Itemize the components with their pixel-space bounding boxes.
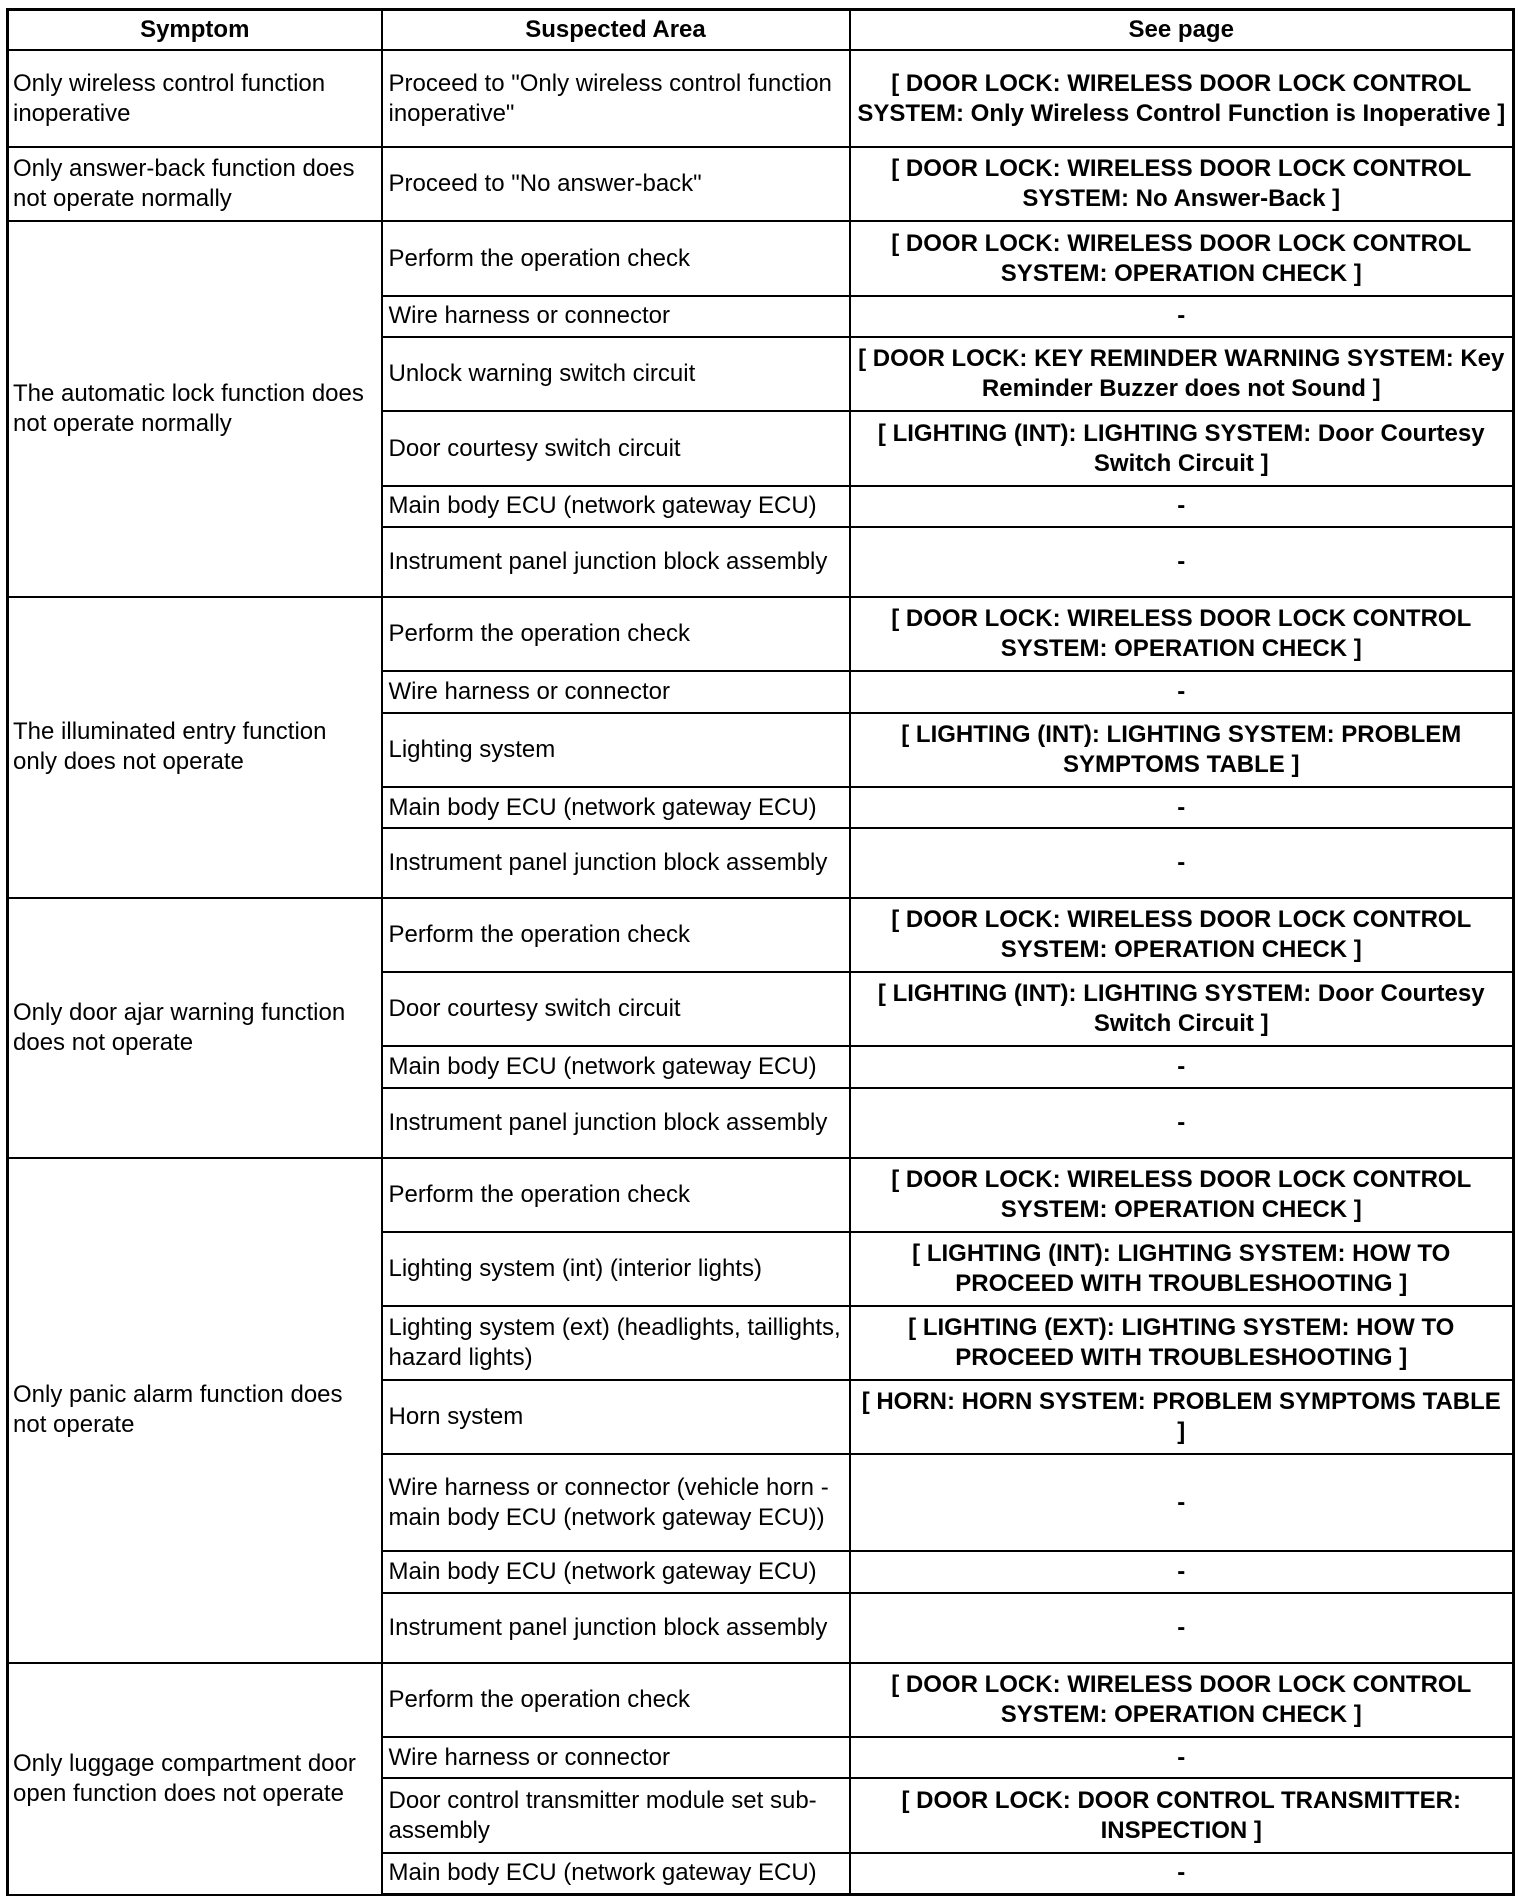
suspected-area-cell: Main body ECU (network gateway ECU) xyxy=(382,1046,850,1088)
table-body xyxy=(8,50,1514,1895)
see-page-reference: [ DOOR LOCK: WIRELESS DOOR LOCK CONTROL SYSTEM: Only Wireless Control Function is Inoperative ] xyxy=(850,50,1514,147)
see-page-reference: [ DOOR LOCK: WIRELESS DOOR LOCK CONTROL SYSTEM: No Answer-Back ] xyxy=(850,147,1514,221)
problem-symptoms-table xyxy=(6,8,1515,1896)
see-page-reference: [ LIGHTING (INT): LIGHTING SYSTEM: Door Courtesy Switch Circuit ] xyxy=(850,411,1514,485)
suspected-area-cell: Horn system xyxy=(382,1380,850,1454)
suspected-area-cell: Proceed to "Only wireless control function inoperative" xyxy=(382,50,850,147)
see-page-reference: [ DOOR LOCK: WIRELESS DOOR LOCK CONTROL SYSTEM: OPERATION CHECK ] xyxy=(850,597,1514,671)
suspected-area-cell: Main body ECU (network gateway ECU) xyxy=(382,1853,850,1895)
header-see-page: See page xyxy=(850,10,1514,51)
see-page-reference: - xyxy=(850,527,1514,597)
see-page-reference: - xyxy=(850,1737,1514,1779)
suspected-area-cell: Instrument panel junction block assembly xyxy=(382,1593,850,1663)
symptom-cell: Only answer-back function does not operate normally xyxy=(8,147,382,221)
suspected-area-cell: Perform the operation check xyxy=(382,1158,850,1232)
see-page-reference: - xyxy=(850,1593,1514,1663)
see-page-reference: [ DOOR LOCK: KEY REMINDER WARNING SYSTEM: Key Reminder Buzzer does not Sound ] xyxy=(850,337,1514,411)
see-page-reference: - xyxy=(850,1046,1514,1088)
see-page-reference: [ DOOR LOCK: WIRELESS DOOR LOCK CONTROL SYSTEM: OPERATION CHECK ] xyxy=(850,1158,1514,1232)
see-page-reference: [ DOOR LOCK: WIRELESS DOOR LOCK CONTROL SYSTEM: OPERATION CHECK ] xyxy=(850,221,1514,295)
header-symptom: Symptom xyxy=(8,10,382,51)
suspected-area-cell: Proceed to "No answer-back" xyxy=(382,147,850,221)
suspected-area-cell: Perform the operation check xyxy=(382,1663,850,1737)
see-page-reference: - xyxy=(850,1551,1514,1593)
see-page-reference: [ DOOR LOCK: WIRELESS DOOR LOCK CONTROL SYSTEM: OPERATION CHECK ] xyxy=(850,1663,1514,1737)
suspected-area-cell: Unlock warning switch circuit xyxy=(382,337,850,411)
suspected-area-cell: Lighting system xyxy=(382,713,850,787)
see-page-reference: [ LIGHTING (INT): LIGHTING SYSTEM: HOW TO PROCEED WITH TROUBLESHOOTING ] xyxy=(850,1232,1514,1306)
suspected-area-cell: Lighting system (int) (interior lights) xyxy=(382,1232,850,1306)
see-page-reference: [ DOOR LOCK: WIRELESS DOOR LOCK CONTROL SYSTEM: OPERATION CHECK ] xyxy=(850,898,1514,972)
see-page-reference: [ HORN: HORN SYSTEM: PROBLEM SYMPTOMS TABLE ] xyxy=(850,1380,1514,1454)
troubleshooting-document xyxy=(6,8,1512,1896)
suspected-area-cell: Instrument panel junction block assembly xyxy=(382,527,850,597)
table-header-row xyxy=(8,10,1514,51)
see-page-reference: - xyxy=(850,787,1514,829)
see-page-reference: - xyxy=(850,486,1514,528)
see-page-reference: [ LIGHTING (INT): LIGHTING SYSTEM: PROBLEM SYMPTOMS TABLE ] xyxy=(850,713,1514,787)
see-page-reference: [ LIGHTING (INT): LIGHTING SYSTEM: Door Courtesy Switch Circuit ] xyxy=(850,972,1514,1046)
table-row xyxy=(8,597,1514,671)
suspected-area-cell: Door courtesy switch circuit xyxy=(382,411,850,485)
table-row xyxy=(8,1663,1514,1737)
suspected-area-cell: Lighting system (ext) (headlights, taillights, hazard lights) xyxy=(382,1306,850,1380)
table-row xyxy=(8,50,1514,147)
suspected-area-cell: Perform the operation check xyxy=(382,221,850,295)
suspected-area-cell: Wire harness or connector xyxy=(382,671,850,713)
suspected-area-cell: Door courtesy switch circuit xyxy=(382,972,850,1046)
table-row xyxy=(8,221,1514,295)
suspected-area-cell: Main body ECU (network gateway ECU) xyxy=(382,1551,850,1593)
see-page-reference: - xyxy=(850,671,1514,713)
header-suspected-area: Suspected Area xyxy=(382,10,850,51)
suspected-area-cell: Instrument panel junction block assembly xyxy=(382,828,850,898)
suspected-area-cell: Wire harness or connector (vehicle horn - main body ECU (network gateway ECU)) xyxy=(382,1454,850,1551)
suspected-area-cell: Perform the operation check xyxy=(382,898,850,972)
suspected-area-cell: Main body ECU (network gateway ECU) xyxy=(382,787,850,829)
see-page-reference: - xyxy=(850,1853,1514,1895)
symptom-cell: Only wireless control function inoperative xyxy=(8,50,382,147)
symptom-cell: Only luggage compartment door open function does not operate xyxy=(8,1663,382,1895)
symptom-cell: The automatic lock function does not operate normally xyxy=(8,221,382,596)
suspected-area-cell: Wire harness or connector xyxy=(382,296,850,338)
suspected-area-cell: Main body ECU (network gateway ECU) xyxy=(382,486,850,528)
symptom-cell: Only panic alarm function does not operate xyxy=(8,1158,382,1663)
suspected-area-cell: Wire harness or connector xyxy=(382,1737,850,1779)
suspected-area-cell: Door control transmitter module set sub-assembly xyxy=(382,1778,850,1852)
symptom-cell: The illuminated entry function only does not operate xyxy=(8,597,382,898)
table-row xyxy=(8,147,1514,221)
see-page-reference: [ DOOR LOCK: DOOR CONTROL TRANSMITTER: INSPECTION ] xyxy=(850,1778,1514,1852)
suspected-area-cell: Perform the operation check xyxy=(382,597,850,671)
see-page-reference: - xyxy=(850,1088,1514,1158)
symptom-cell: Only door ajar warning function does not operate xyxy=(8,898,382,1158)
table-row xyxy=(8,1158,1514,1232)
suspected-area-cell: Instrument panel junction block assembly xyxy=(382,1088,850,1158)
see-page-reference: - xyxy=(850,828,1514,898)
see-page-reference: - xyxy=(850,1454,1514,1551)
see-page-reference: - xyxy=(850,296,1514,338)
see-page-reference: [ LIGHTING (EXT): LIGHTING SYSTEM: HOW TO PROCEED WITH TROUBLESHOOTING ] xyxy=(850,1306,1514,1380)
table-row xyxy=(8,898,1514,972)
